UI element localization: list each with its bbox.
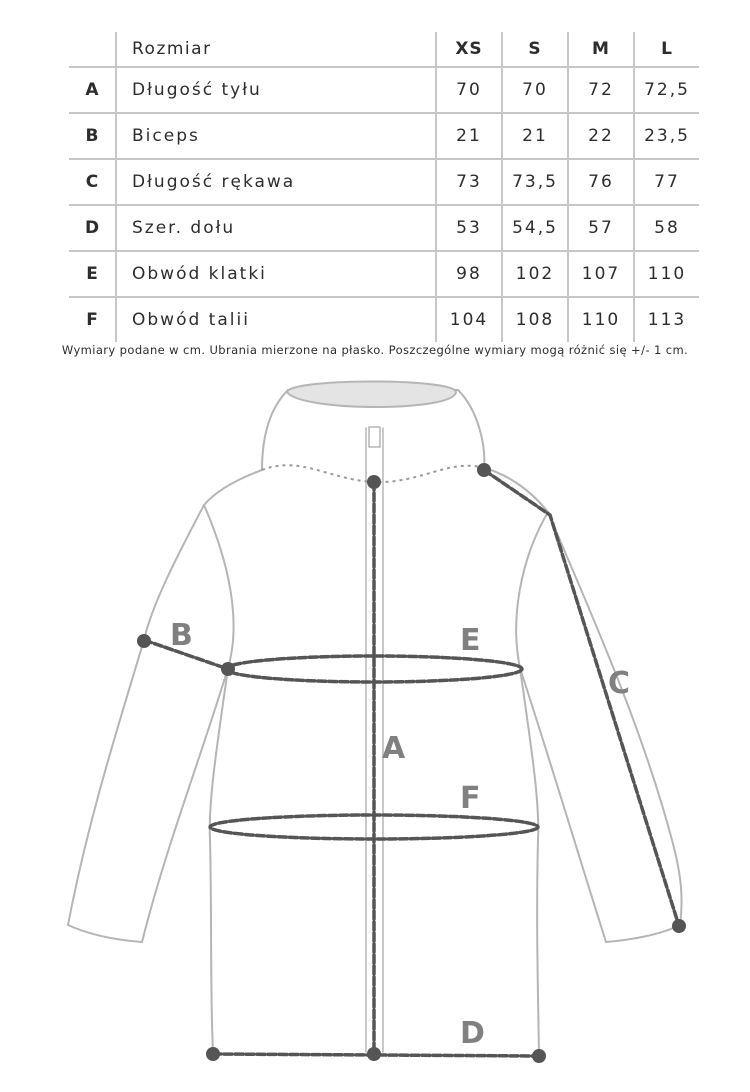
measure-c-sleeve-length xyxy=(484,470,679,926)
cell-value: 77 xyxy=(634,159,699,205)
header-size-xs: XS xyxy=(436,32,502,67)
cell-value: 22 xyxy=(568,113,634,159)
measurement-points xyxy=(137,463,686,1063)
cell-value: 72,5 xyxy=(634,67,699,113)
left-cuff xyxy=(68,925,142,942)
cell-value: 72 xyxy=(568,67,634,113)
label-e: E xyxy=(460,623,481,658)
table-row xyxy=(69,159,699,205)
table-row xyxy=(69,205,699,251)
point-a-top xyxy=(367,475,381,489)
cell-value: 70 xyxy=(436,67,502,113)
table-row xyxy=(69,113,699,159)
cell-value: 73,5 xyxy=(502,159,568,205)
zipper-pull xyxy=(369,427,380,447)
cell-value: 110 xyxy=(568,297,634,342)
cell-value: 110 xyxy=(634,251,699,297)
jacket-diagram xyxy=(0,370,750,1090)
cell-value: 53 xyxy=(436,205,502,251)
size-table xyxy=(69,32,699,342)
point-d-center xyxy=(367,1047,381,1061)
left-shoulder xyxy=(204,470,262,505)
cell-value: 108 xyxy=(502,297,568,342)
table-row xyxy=(69,67,699,113)
label-d: D xyxy=(460,1016,485,1051)
measurement-lines xyxy=(144,470,679,1056)
measurement-note: Wymiary podane w cm. Ubrania mierzone na płasko. Poszczególne wymiary mogą różnić się +/- 1 cm. xyxy=(61,343,689,357)
cell-value: 98 xyxy=(436,251,502,297)
row-letter: A xyxy=(69,67,116,113)
header-letter-cell xyxy=(69,32,116,67)
point-b-inner xyxy=(221,662,235,676)
table-row xyxy=(69,251,699,297)
row-name: Długość tyłu xyxy=(116,67,436,113)
label-b: B xyxy=(170,618,193,653)
left-sleeve-outer xyxy=(68,505,204,925)
left-sleeve-inner xyxy=(142,668,228,942)
header-size-l: L xyxy=(634,32,699,67)
cell-value: 76 xyxy=(568,159,634,205)
right-cuff xyxy=(606,925,680,942)
header-rozmiar: Rozmiar xyxy=(116,32,436,67)
point-b-outer xyxy=(137,634,151,648)
cell-value: 70 xyxy=(502,67,568,113)
label-c: C xyxy=(608,666,631,701)
collar-inner-band xyxy=(287,382,456,408)
right-armhole xyxy=(516,512,548,668)
label-f: F xyxy=(460,781,481,816)
cell-value: 23,5 xyxy=(634,113,699,159)
row-letter: C xyxy=(69,159,116,205)
row-name: Długość rękawa xyxy=(116,159,436,205)
row-letter: B xyxy=(69,113,116,159)
table-header-row xyxy=(69,32,699,67)
cell-value: 107 xyxy=(568,251,634,297)
header-size-m: M xyxy=(568,32,634,67)
row-letter: D xyxy=(69,205,116,251)
label-a: A xyxy=(382,731,406,766)
row-name: Obwód klatki xyxy=(116,251,436,297)
left-armhole xyxy=(204,505,234,668)
cell-value: 102 xyxy=(502,251,568,297)
header-size-s: S xyxy=(502,32,568,67)
right-sleeve-inner xyxy=(520,668,606,942)
cell-value: 57 xyxy=(568,205,634,251)
point-c-cuff xyxy=(672,919,686,933)
point-c-shoulder xyxy=(477,463,491,477)
row-letter: F xyxy=(69,297,116,342)
cell-value: 73 xyxy=(436,159,502,205)
row-name: Obwód talii xyxy=(116,297,436,342)
point-d-left xyxy=(206,1047,220,1061)
cell-value: 21 xyxy=(436,113,502,159)
cell-value: 104 xyxy=(436,297,502,342)
cell-value: 58 xyxy=(634,205,699,251)
row-name: Biceps xyxy=(116,113,436,159)
table-row xyxy=(69,297,699,342)
point-d-right xyxy=(532,1049,546,1063)
cell-value: 21 xyxy=(502,113,568,159)
row-name: Szer. dołu xyxy=(116,205,436,251)
left-body-side xyxy=(210,668,228,1052)
cell-value: 54,5 xyxy=(502,205,568,251)
row-letter: E xyxy=(69,251,116,297)
right-body-side xyxy=(520,668,539,1055)
cell-value: 113 xyxy=(634,297,699,342)
